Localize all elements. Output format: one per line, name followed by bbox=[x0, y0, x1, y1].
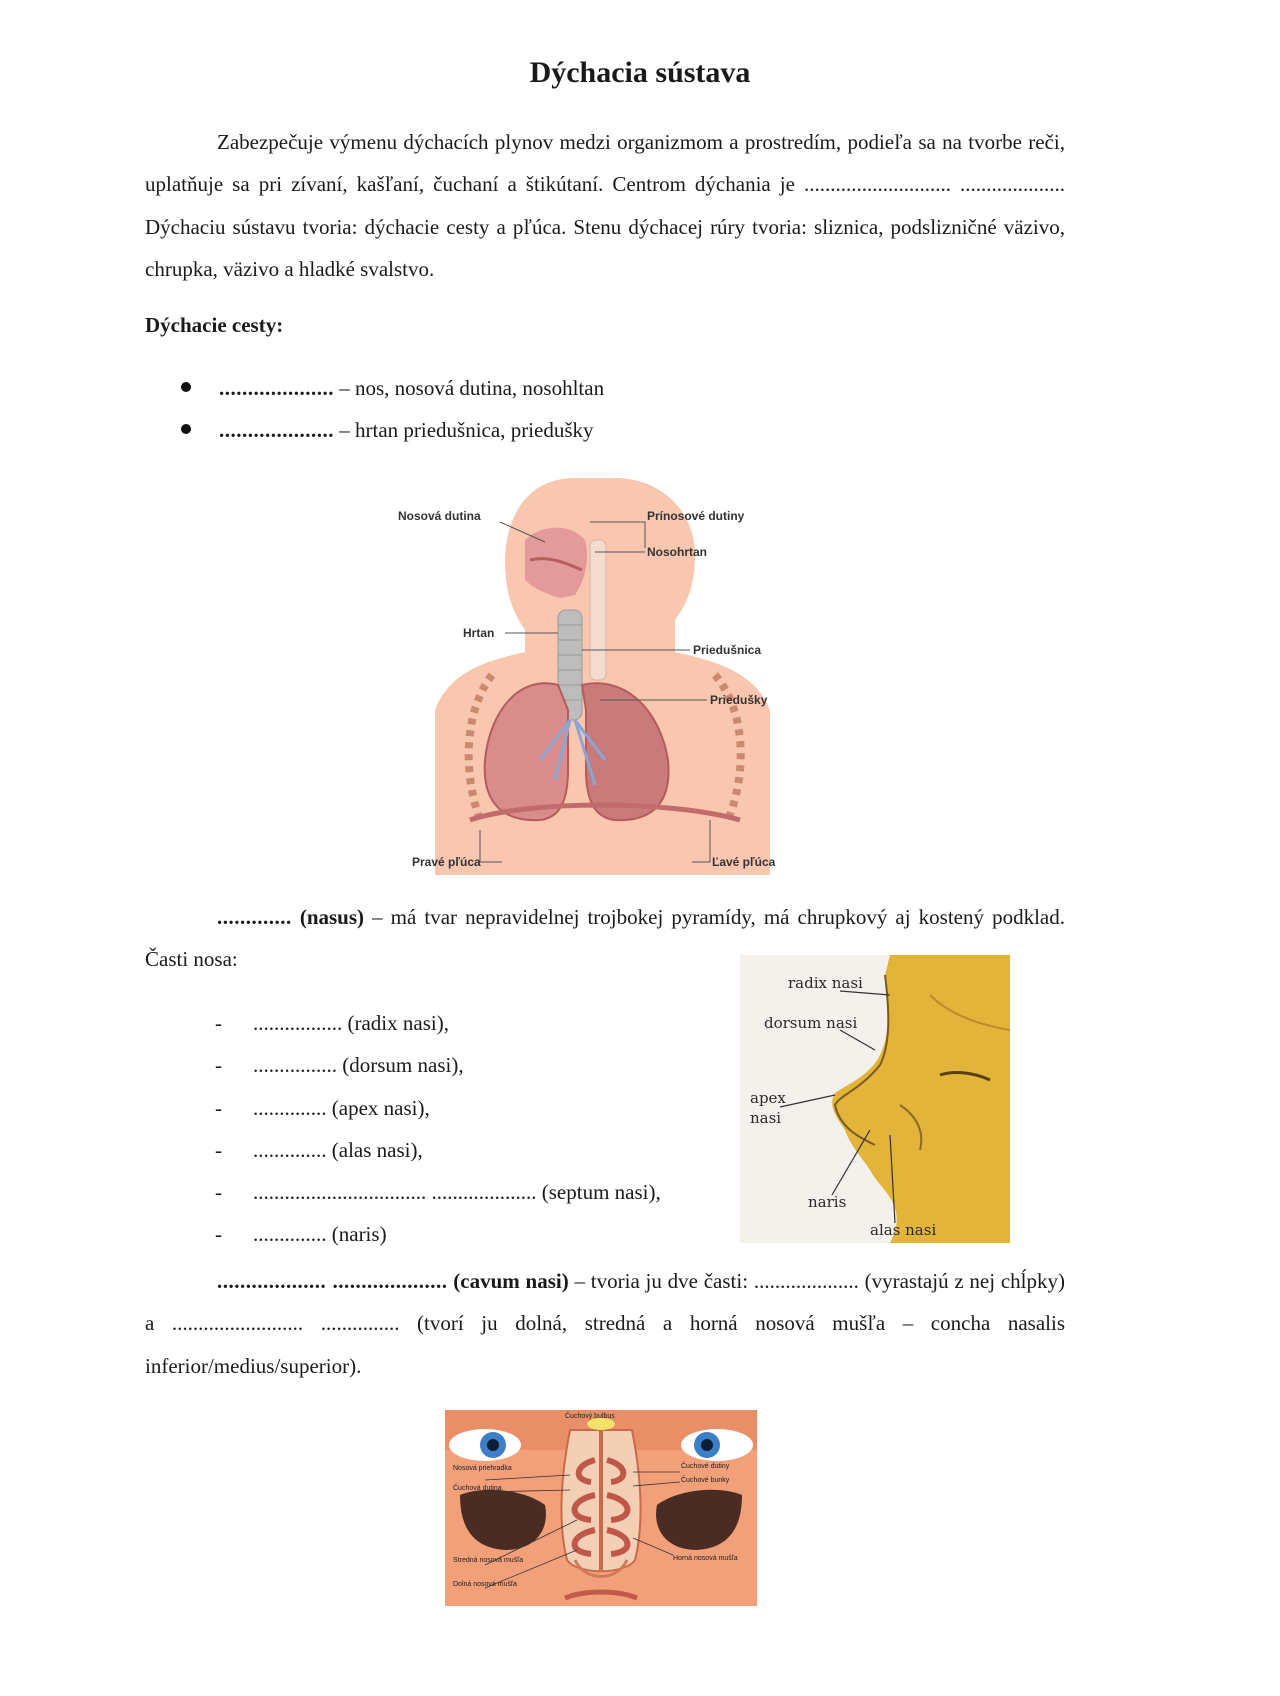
list-item-text: – nos, nosová dutina, nosohltan bbox=[334, 376, 605, 400]
list-item: - .............. (alas nasi), bbox=[215, 1137, 423, 1162]
list-item: - ................. (radix nasi), bbox=[215, 1011, 449, 1035]
label-nasal-cavity: Nosová dutina bbox=[398, 509, 481, 523]
nose-parts-list bbox=[145, 1002, 661, 1256]
label-cells: Čuchové dutiny bbox=[681, 1463, 730, 1470]
label-apex-2: nasi bbox=[750, 1109, 782, 1127]
airway-list bbox=[145, 367, 604, 451]
list-item-text: ................................. .................... (septum nasi), bbox=[253, 1180, 661, 1205]
fill-in-blank: .................... bbox=[219, 376, 334, 400]
term-nasus: (nasus) bbox=[291, 905, 365, 929]
label-apex: apex bbox=[750, 1089, 786, 1107]
label-nasopharynx: Nosohrtan bbox=[647, 545, 707, 559]
label-upper: Horná nosová mušľa bbox=[673, 1555, 738, 1562]
label-middle: Stredná nosová mušľa bbox=[453, 1557, 524, 1564]
cavum-paragraph-text: – tvoria ju dve časti: .................... (vyrastajú z nej chĺpky) a ......................... ............... (tvorí ju dolná, stredná a horná nosová mušľa – concha nasalis inferior/medius/superior). bbox=[145, 1269, 1066, 1378]
list-item-text: .............. (alas nasi), bbox=[253, 1137, 423, 1162]
list-item: - .............. (apex nasi), bbox=[215, 1095, 430, 1120]
label-right-lung: Pravé pľúca bbox=[412, 855, 481, 869]
list-item-text: .............. (naris) bbox=[253, 1222, 387, 1247]
label-larynx: Hrtan bbox=[463, 626, 495, 640]
list-item: - ................ (dorsum nasi), bbox=[215, 1053, 464, 1078]
bullet-icon bbox=[181, 382, 191, 392]
label-trachea: Priedušnica bbox=[693, 643, 762, 657]
cavum-paragraph bbox=[145, 1260, 1065, 1387]
label-cells-2: Čuchové bunky bbox=[681, 1477, 730, 1484]
label-dorsum: dorsum nasi bbox=[764, 1014, 858, 1032]
fill-in-blank: .................... bbox=[219, 418, 334, 442]
label-bulb: Čuchový bulbus bbox=[565, 1413, 615, 1420]
intro-paragraph: Zabezpečuje výmenu dýchacích plynov medzi organizmom a prostredím, podieľa sa na tvorbe reči, uplatňuje sa pri zívaní, kašľaní, čuchaní a štikútaní. Centrom dýchania je ............................ .................... Dýchaciu sústavu tvoria: dýchacie cesty a pľúca. Stenu dýchacej rúry tvoria: sliznica, podslizničné väzivo, chrupka, väzivo a hladké svalstvo. bbox=[145, 130, 1065, 281]
nose-paragraph-text: – má tvar nepravidelnej trojbokej pyramídy, má chrupkový aj kostený podklad. Časti nosa: bbox=[145, 905, 1065, 972]
page-title: Dýchacia sústava bbox=[529, 56, 751, 89]
label-sinuses: Prínosové dutiny bbox=[647, 509, 745, 523]
list-item-text: ................ (dorsum nasi), bbox=[253, 1053, 464, 1078]
label-olfactory: Čuchová dutina bbox=[453, 1485, 502, 1492]
label-lower: Dolná nosová mušľa bbox=[453, 1581, 517, 1588]
label-septum: Nosová priehradka bbox=[453, 1465, 512, 1472]
list-item bbox=[145, 367, 604, 409]
list-item-text: .............. (apex nasi), bbox=[253, 1095, 430, 1120]
nose-drawing-figure bbox=[740, 955, 1010, 1243]
list-item: - .............. (naris) bbox=[215, 1222, 387, 1247]
label-left-lung: Ľavé pľúca bbox=[712, 855, 776, 869]
fill-in-blank: ................... .................... bbox=[217, 1269, 448, 1293]
section-heading: Dýchacie cesty: bbox=[145, 313, 284, 337]
nasal-cavity-figure bbox=[445, 1410, 757, 1606]
term-cavum-nasi: (cavum nasi) bbox=[447, 1269, 569, 1293]
fill-in-blank: ............. bbox=[217, 905, 292, 929]
bullet-icon bbox=[181, 424, 191, 434]
list-item-text: ................. (radix nasi), bbox=[253, 1011, 449, 1035]
label-bronchi: Priedušky bbox=[710, 693, 768, 707]
respiratory-system-figure bbox=[398, 470, 800, 875]
list-item: - ................................. .................... (septum nasi), bbox=[215, 1180, 661, 1205]
label-naris: naris bbox=[808, 1193, 847, 1211]
list-item bbox=[145, 409, 604, 451]
list-item-text: – hrtan priedušnica, priedušky bbox=[334, 418, 594, 442]
label-radix: radix nasi bbox=[788, 974, 863, 992]
label-alas: alas nasi bbox=[870, 1221, 937, 1239]
